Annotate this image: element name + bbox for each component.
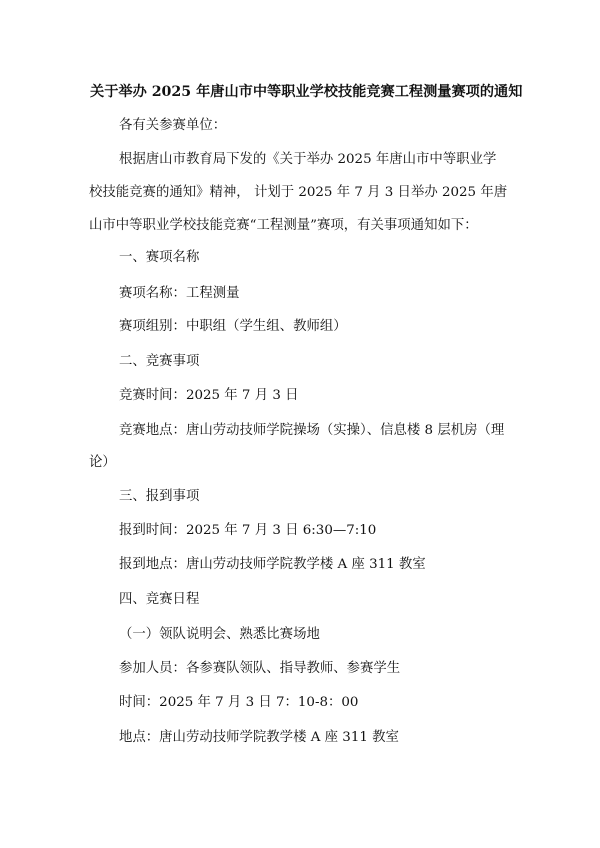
section-heading-1: 一、赛项名称 [119,250,200,265]
registration-time: 报到时间：2025 年 7 月 3 日 6:30—7:10 [119,523,377,538]
competition-time: 竞赛时间：2025 年 7 月 3 日 [119,388,299,403]
document-title: 关于举办 2025 年唐山市中等职业学校技能竞赛工程测量赛项的通知 [90,84,523,100]
salutation: 各有关参赛单位： [119,118,227,133]
competition-place-line-2: 论） [89,455,116,470]
section-heading-2: 二、竞赛事项 [119,354,200,369]
registration-place: 报到地点：唐山劳动技师学院教学楼 A 座 311 教室 [119,557,426,572]
meeting-time: 时间：2025 年 7 月 3 日 7：10-8：00 [119,695,359,710]
intro-line-3: 山市中等职业学校技能竞赛“工程测量”赛项，有关事项通知如下： [89,218,478,233]
attendees: 参加人员：各参赛队领队、指导教师、参赛学生 [119,661,401,676]
intro-line-2: 校技能竞赛的通知》精神， 计划于 2025 年 7 月 3 日举办 2025 年唐 [89,185,508,200]
event-name: 赛项名称：工程测量 [119,286,240,301]
section-heading-4: 四、竞赛日程 [119,592,200,607]
schedule-subheading-1: （一）领队说明会、熟悉比赛场地 [119,627,320,642]
intro-line-1: 根据唐山市教育局下发的《关于举办 2025 年唐山市中等职业学 [119,152,497,167]
competition-place-line-1: 竞赛地点：唐山劳动技师学院操场（实操）、信息楼 8 层机房（理 [119,423,505,438]
meeting-place: 地点：唐山劳动技师学院教学楼 A 座 311 教室 [119,730,399,745]
section-heading-3: 三、报到事项 [119,489,200,504]
event-group: 赛项组别：中职组（学生组、教师组） [119,319,347,334]
